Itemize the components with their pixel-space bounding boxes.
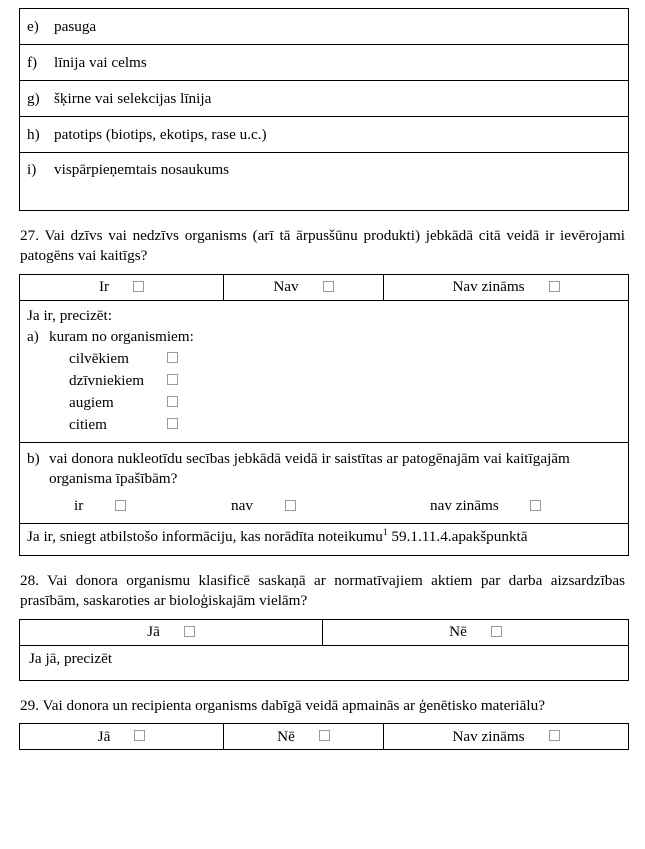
option-nav-zinams[interactable] bbox=[384, 724, 628, 749]
option-nav[interactable] bbox=[224, 275, 384, 300]
question-27-table bbox=[19, 274, 629, 557]
organism-label: dzīvniekiem bbox=[69, 371, 145, 389]
table-row bbox=[20, 9, 628, 45]
option-label: Nav zināms bbox=[452, 727, 525, 745]
table-row bbox=[20, 45, 628, 81]
question-29-table bbox=[19, 723, 629, 750]
question-27-sub-b-block bbox=[20, 443, 628, 524]
sub-b-cell bbox=[20, 443, 628, 523]
checkbox-icon[interactable] bbox=[549, 281, 560, 292]
organism-option-augiem[interactable] bbox=[27, 393, 621, 413]
question-27-heading bbox=[19, 226, 626, 266]
question-27-footer-row bbox=[20, 524, 628, 555]
organism-naming-table bbox=[19, 8, 629, 211]
row-marker: e) bbox=[27, 17, 39, 35]
question-29-text: Vai donora un recipienta organisms dabīgā veidā apmainās ar ģenētisko materiālu? bbox=[42, 696, 545, 714]
question-27-options-row bbox=[20, 275, 628, 301]
question-28-table bbox=[19, 619, 629, 681]
question-27-specify-block bbox=[20, 301, 628, 443]
checkbox-icon[interactable] bbox=[115, 500, 126, 511]
regulation-reference bbox=[20, 524, 535, 555]
row-label: šķirne vai selekcijas līnija bbox=[54, 89, 212, 107]
question-27-text: Vai dzīvs vai nedzīvs organisms (arī tā ārpusšūnu produkti) jebkādā citā veidā ir ievērojami patogēns vai kaitīgs? bbox=[20, 227, 625, 264]
row-marker: i) bbox=[27, 161, 37, 178]
checkbox-icon[interactable] bbox=[134, 730, 145, 741]
option-nav-zinams[interactable] bbox=[384, 275, 628, 300]
sub-b-option-ir[interactable] bbox=[27, 496, 231, 516]
organism-label: cilvēkiem bbox=[69, 349, 129, 367]
option-label: Nē bbox=[449, 623, 467, 641]
reference-prefix: Ja ir, sniegt atbilstošo informāciju, kas norādīta noteikumu bbox=[27, 528, 383, 546]
sub-question-a bbox=[27, 327, 621, 347]
option-label: Nē bbox=[277, 727, 295, 745]
question-28-specify-row bbox=[20, 646, 628, 680]
option-label: Nav zināms bbox=[452, 278, 525, 295]
checkbox-icon[interactable] bbox=[319, 730, 330, 741]
organism-label: citiem bbox=[69, 415, 107, 433]
row-marker: h) bbox=[27, 125, 40, 143]
row-marker: g) bbox=[27, 89, 40, 107]
table-row bbox=[20, 81, 628, 117]
organism-option-dzivniekiem[interactable] bbox=[27, 371, 621, 391]
specify-cell bbox=[20, 301, 628, 442]
option-label: Nav bbox=[273, 278, 299, 295]
option-ja[interactable] bbox=[20, 620, 323, 645]
row-label: vispārpieņemtais nosaukums bbox=[54, 161, 230, 178]
question-28-number: 28. bbox=[20, 572, 39, 590]
question-27-number: 27. bbox=[20, 227, 39, 244]
question-28-options-row bbox=[20, 620, 628, 646]
checkbox-icon[interactable] bbox=[184, 626, 195, 637]
sub-question-b bbox=[27, 449, 621, 489]
sub-b-option-nav[interactable] bbox=[231, 496, 430, 516]
checkbox-icon[interactable] bbox=[549, 730, 560, 741]
option-label: Jā bbox=[97, 727, 111, 745]
row-label: līnija vai celms bbox=[54, 53, 147, 71]
option-label: Jā bbox=[147, 623, 160, 641]
question-28-heading bbox=[19, 571, 626, 611]
checkbox-icon[interactable] bbox=[167, 396, 178, 407]
option-ne[interactable] bbox=[323, 620, 628, 645]
option-ja[interactable] bbox=[20, 724, 224, 749]
reference-suffix: 59.1.11.4.apakšpunktā bbox=[391, 528, 528, 546]
sub-a-text: kuram no organismiem: bbox=[49, 327, 194, 345]
organism-option-cilvekiem[interactable] bbox=[27, 349, 621, 369]
organism-option-citiem[interactable] bbox=[27, 415, 621, 435]
checkbox-icon[interactable] bbox=[167, 418, 178, 429]
option-label: nav bbox=[231, 497, 253, 514]
if-yes-specify-label: Ja jā, precizēt bbox=[29, 649, 113, 667]
row-marker: f) bbox=[27, 53, 38, 71]
sub-b-marker: b) bbox=[27, 449, 40, 467]
sub-b-options-row bbox=[27, 496, 621, 516]
option-label: Ir bbox=[98, 278, 110, 295]
if-yes-specify-label: Ja ir, precizēt: bbox=[27, 306, 112, 324]
option-ir[interactable] bbox=[20, 275, 224, 300]
row-label: patotips (biotips, ekotips, rase u.c.) bbox=[54, 125, 267, 143]
organism-label: augiem bbox=[69, 393, 114, 411]
checkbox-icon[interactable] bbox=[167, 352, 178, 363]
sub-a-marker: a) bbox=[27, 327, 39, 345]
checkbox-icon[interactable] bbox=[285, 500, 296, 511]
footnote-marker: 1 bbox=[382, 527, 388, 538]
option-ne[interactable] bbox=[224, 724, 384, 749]
table-row bbox=[20, 153, 628, 210]
sub-b-option-nav-zinams[interactable] bbox=[430, 496, 621, 516]
sub-b-text: vai donora nukleotīdu secības jebkādā veidā ir saistītas ar patogēnajām vai kaitīgajām organisma īpašībām? bbox=[49, 449, 570, 487]
row-label: pasuga bbox=[54, 17, 97, 35]
checkbox-icon[interactable] bbox=[133, 281, 144, 292]
table-row bbox=[20, 117, 628, 153]
question-29-heading bbox=[19, 696, 626, 716]
question-28-text: Vai donora organismu klasificē saskaņā ar normatīvajiem aktiem par darba aizsardzības prasībām, saskaroties ar bioloģiskajām vielām? bbox=[20, 572, 625, 609]
checkbox-icon[interactable] bbox=[491, 626, 502, 637]
checkbox-icon[interactable] bbox=[167, 374, 178, 385]
question-29-options-row bbox=[20, 724, 628, 749]
option-label: nav zināms bbox=[430, 497, 499, 514]
question-29-number: 29. bbox=[20, 696, 39, 714]
option-label: ir bbox=[74, 497, 84, 514]
checkbox-icon[interactable] bbox=[530, 500, 541, 511]
checkbox-icon[interactable] bbox=[323, 281, 334, 292]
